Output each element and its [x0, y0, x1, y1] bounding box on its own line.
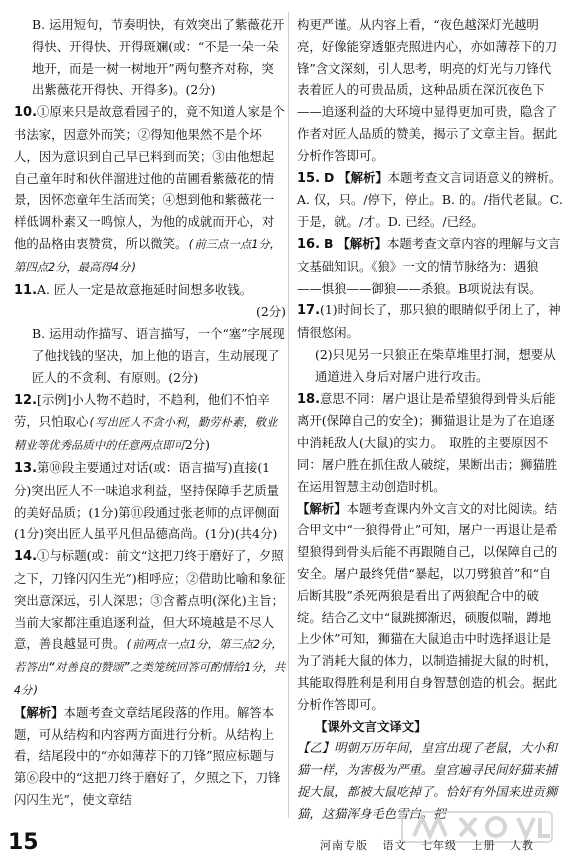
- q9-option-b: B. 运用短句，节奏明快，有效突出了紫薇花开得快、开得快、开得斑斓(或：“不是一朵一朵地开，而是一树一树地开”两句整齐对称，突出紫薇花开得快、开得多)。(2分): [32, 17, 285, 98]
- q11-option-a: A. 匠人一定是故意拖延时间想多收钱。: [37, 281, 253, 297]
- q18-number: 18.: [297, 391, 321, 407]
- book-region: 河南专版: [320, 839, 368, 852]
- page-number: 15: [8, 830, 39, 855]
- q18-analysis-label: 【解析】: [297, 500, 347, 516]
- q18-answer: [297, 388, 563, 716]
- q10-text: ①原来只是故意看园子的，竟不知道人家是个书法家，因意外而笑；②得知他果然不是个坏人，因为意识到自己早已料到而笑；③由他想起自己童年时和伙伴溜进过他的苗圃看紫薇花的情景，因怀恋童年生活而笑；④想到他和紫薇花一样低调朴素又一鸣惊人，为他的成就而开心，对他的品格由衷赞赏，所以微笑。: [14, 104, 285, 251]
- q16-analysis-label: 【解析】: [337, 235, 387, 251]
- right-column: [297, 14, 563, 824]
- book-volume: 上册: [471, 839, 496, 852]
- q17-answer: [297, 299, 563, 387]
- q17-part-1: (1)时间长了，那只狼的眼睛似乎闭上了，神情很悠闲。: [297, 302, 561, 341]
- q15-number: 15.: [297, 170, 321, 186]
- q10-number: 10.: [14, 105, 38, 121]
- q18-analysis: 本题考查课内外文言文的对比阅读。结合甲文中“一狼得骨止”可知，屠户一再退让是希望狼得到骨头后能不再跟随自己，以保障自己的安全。屠户最终凭借“暴起，以刀劈狼首”和“自后断其股”杀死两狼是看出了两狼配合中的破绽。结合乙文中“鼠跳掷渐迟，硕腹似喘，蹲地上少休”可知，狮猫在大鼠追击中时选择退让是为了消耗大鼠的体力，以制造捕捉大鼠的时机，其能取得胜利是利用自身智慧创造的机会。据此分析作答即可。: [297, 500, 558, 712]
- q16-answer: [297, 233, 563, 299]
- q16-choice: B: [323, 235, 334, 251]
- q11-answer: [14, 279, 286, 389]
- q15-analysis: 本题考查文言词语意义的辨析。A. 仅，只。/停下，停止。B. 的。/指代老鼠。C. 于是，就。/才。D. 已经。/已经。: [297, 169, 563, 230]
- q14-text: ①与标题(或：前文“这把刀终于磨好了，夕照之下，刀锋闪闪生光”)相呼应；②借助比喻和象征突出意深远，引人深思；③含蓄点明(深化)主旨；当前大家都注重追逐利益，但大环境越是不尽人意，善良越显可贵。: [14, 548, 286, 652]
- q13-number: 13.: [14, 460, 38, 476]
- q17-part-2: (2)只见另一只狼正在柴草堆里打洞，想要从通道进入身后对屠户进行攻击。: [315, 346, 556, 384]
- q15-answer: [297, 167, 563, 233]
- q10-answer: [14, 101, 286, 278]
- left-column: [14, 14, 286, 811]
- q18-text: 意思不同：屠户退让是希望狼得到骨头后能离开(保障自己的安全)；狮猫退让是为了在追逐中消耗敌人(大鼠)的实力。 取胜的主要原因不同：屠户胜在抓住敌人破绽，果断出击；狮猫胜在运用智慧主动创造时机。: [297, 390, 558, 494]
- q12-answer: [14, 389, 286, 457]
- q13-answer: [14, 457, 286, 545]
- q12-score-note: (写出匠人不贪小利，勤劳朴素，敬业精业等优秀品质中的任意两点即可: [14, 415, 278, 453]
- translation-title: 【课外文言文译文】: [315, 718, 427, 734]
- q10-score-note: (前三点一点1分，第四点2分，最高得4分): [14, 236, 281, 274]
- q16-analysis: 本题考查文章内容的理解与文言文基础知识。《狼》一文的情节脉络为：遇狼——惧狼——御狼——杀狼。B项说法有误。: [297, 235, 561, 296]
- q12-text: [示例]小人物不趋时，不趋利，他们不怕辛劳，只怕取心: [14, 391, 270, 430]
- q14-answer: [14, 545, 286, 811]
- q11-option-b: B. 运用动作描写、语言描写，一个“塞”字展现了他找钱的坚决，加上他的语言，生动展现了匠人的不贪利、有原则。(2分): [32, 326, 285, 385]
- q15-analysis-label: 【解析】: [338, 169, 388, 185]
- book-edition: 人教: [510, 839, 534, 852]
- q17-number: 17.: [297, 303, 321, 319]
- q16-number: 16.: [297, 236, 321, 252]
- q11-number: 11.: [14, 282, 38, 298]
- book-info: [320, 837, 544, 853]
- q15-choice: D: [323, 169, 335, 185]
- q13-text: 第⑩段主要通过对话(或：语言描写)直接(1分)突出匠人不一味追求利益，坚持保障手艺质量的美好品质；(1分)第⑪段通过张老师的点评侧面(1分)突出匠人虽平凡但品德高尚。(1分)(共4分): [14, 459, 280, 542]
- book-subject: 语文: [382, 839, 407, 852]
- column-divider: [288, 12, 289, 818]
- q12-score: 2分): [184, 437, 210, 453]
- page-footer: [0, 828, 574, 860]
- q14-analysis: 本题考查文章结尾段落的作用。解答本题，可从结构和内容两方面进行分析。从结构上看，结尾段中的“亦如薄荐下的刀锋”照应标题与第⑥段中的“这把刀终于磨好了，夕照之下，刀锋闪闪生光”，使文章结: [14, 704, 281, 807]
- q12-number: 12.: [14, 392, 38, 408]
- translation-text: 【乙】明朝万历年间，皇宫出现了老鼠，大小和猫一样，为害极为严重。皇宫遍寻民间好猫来捕捉大鼠，都被大鼠吃掉了。恰好有外国来进贡狮猫，这猫浑身毛色雪白。把: [297, 740, 558, 821]
- q14-analysis-continued: 构更严谨。从内容上看，“夜色越深灯光越明亮，好像能穿透躯壳照进内心，亦如薄荐下的刀锋”含文深刻，引人思考，明亮的灯光与刀锋代表着匠人的可贵品质，这种品质在深沉夜色下——追逐利益的大环境中显得更加可贵，隐含了作者对匠人品质的赞美，揭示了文章主旨。据此分析作答即可。: [297, 17, 558, 163]
- book-grade: 七年级: [421, 839, 457, 852]
- q14-score-note: (前两点一点1分，第三点2分，若答出“对善良的赞颂”之类笼统回答可酌情给1分，共4分): [14, 637, 286, 697]
- q11-option-a-score: (2分): [256, 304, 286, 320]
- q14-analysis-label: 【解析】: [14, 704, 64, 720]
- q14-number: 14.: [14, 549, 38, 565]
